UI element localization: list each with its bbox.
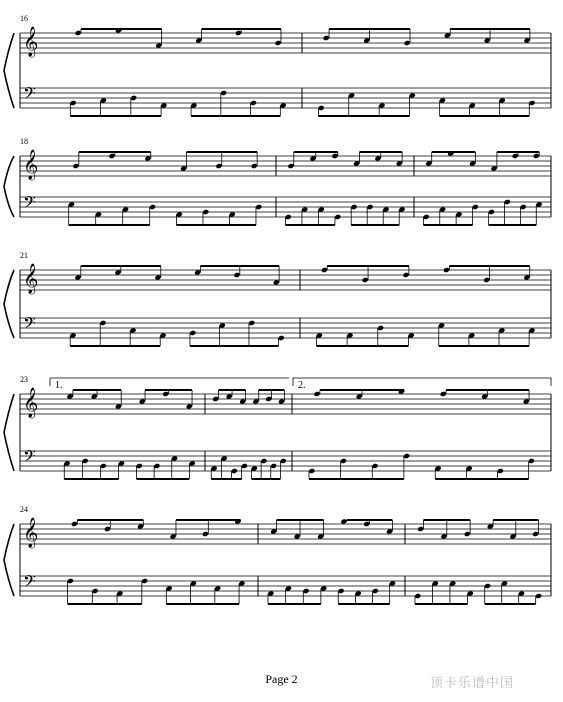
treble-notes — [139, 390, 193, 410]
treble-notes — [71, 520, 144, 532]
bass-notes — [210, 455, 248, 479]
treble-notes — [353, 152, 403, 167]
brace — [4, 270, 14, 338]
treble-staff — [20, 394, 551, 414]
bass-notes — [68, 201, 156, 225]
treble-notes — [323, 29, 411, 46]
measure-number: 18 — [20, 137, 28, 146]
volta-label: 1. — [55, 380, 63, 391]
treble-clef-icon: 𝄞 — [23, 388, 39, 418]
treble-notes — [270, 520, 324, 540]
page-footer: Page 2 — [265, 672, 298, 686]
treble-notes — [491, 152, 540, 172]
treble-notes — [195, 29, 281, 46]
bass-notes — [438, 322, 536, 346]
bass-clef-icon: 𝄢 — [23, 192, 36, 216]
treble-notes — [180, 152, 258, 172]
measure-number: 24 — [20, 505, 28, 514]
system-4 — [4, 375, 551, 479]
score-systems — [4, 14, 551, 604]
brace — [4, 524, 14, 596]
treble-staff — [20, 156, 551, 176]
treble-notes — [287, 152, 338, 169]
bass-clef-icon: 𝄢 — [23, 313, 36, 337]
bass-notes — [337, 580, 396, 604]
system-3 — [4, 251, 551, 346]
bass-clef-icon: 𝄢 — [23, 446, 36, 470]
volta-bracket — [50, 378, 289, 386]
treble-notes — [444, 29, 531, 44]
bass-clef-icon: 𝄢 — [23, 571, 36, 595]
treble-notes — [321, 266, 410, 283]
volta-label: 2. — [298, 380, 306, 391]
bass-notes — [318, 92, 416, 116]
treble-notes — [440, 390, 530, 405]
measure-number: 16 — [20, 14, 28, 23]
treble-staff — [20, 270, 551, 290]
treble-notes — [487, 520, 539, 540]
brace — [4, 156, 14, 217]
system-2 — [4, 137, 551, 225]
treble-notes — [72, 152, 151, 169]
treble-notes — [425, 150, 476, 166]
measure-number: 21 — [20, 251, 28, 260]
treble-notes — [252, 390, 285, 405]
volta-bracket — [293, 378, 551, 386]
bass-clef-icon: 𝄢 — [23, 83, 36, 107]
treble-staff — [20, 524, 551, 544]
watermark-logo: 顶卡乐谱中国 — [430, 676, 515, 691]
measure-number: 23 — [20, 375, 28, 384]
treble-notes — [67, 390, 122, 410]
bass-notes — [285, 206, 342, 225]
bass-notes — [484, 580, 542, 604]
treble-notes — [212, 390, 246, 405]
treble-notes — [443, 266, 530, 283]
treble-clef-icon: 𝄞 — [23, 27, 39, 57]
bass-notes — [414, 580, 474, 604]
bass-notes — [136, 455, 196, 479]
brace — [4, 33, 14, 108]
treble-clef-icon: 𝄞 — [23, 518, 39, 548]
treble-clef-icon: 𝄞 — [23, 264, 39, 294]
treble-notes — [74, 266, 161, 281]
treble-staff — [20, 33, 551, 53]
bass-notes — [267, 585, 327, 604]
bass-notes — [439, 97, 536, 116]
system-5 — [4, 505, 551, 604]
system-1 — [4, 14, 551, 116]
treble-notes — [194, 266, 280, 286]
treble-clef-icon: 𝄞 — [23, 150, 39, 180]
brace — [4, 394, 14, 471]
treble-notes — [340, 518, 393, 534]
treble-notes — [417, 520, 471, 540]
bass-notes — [166, 580, 246, 604]
